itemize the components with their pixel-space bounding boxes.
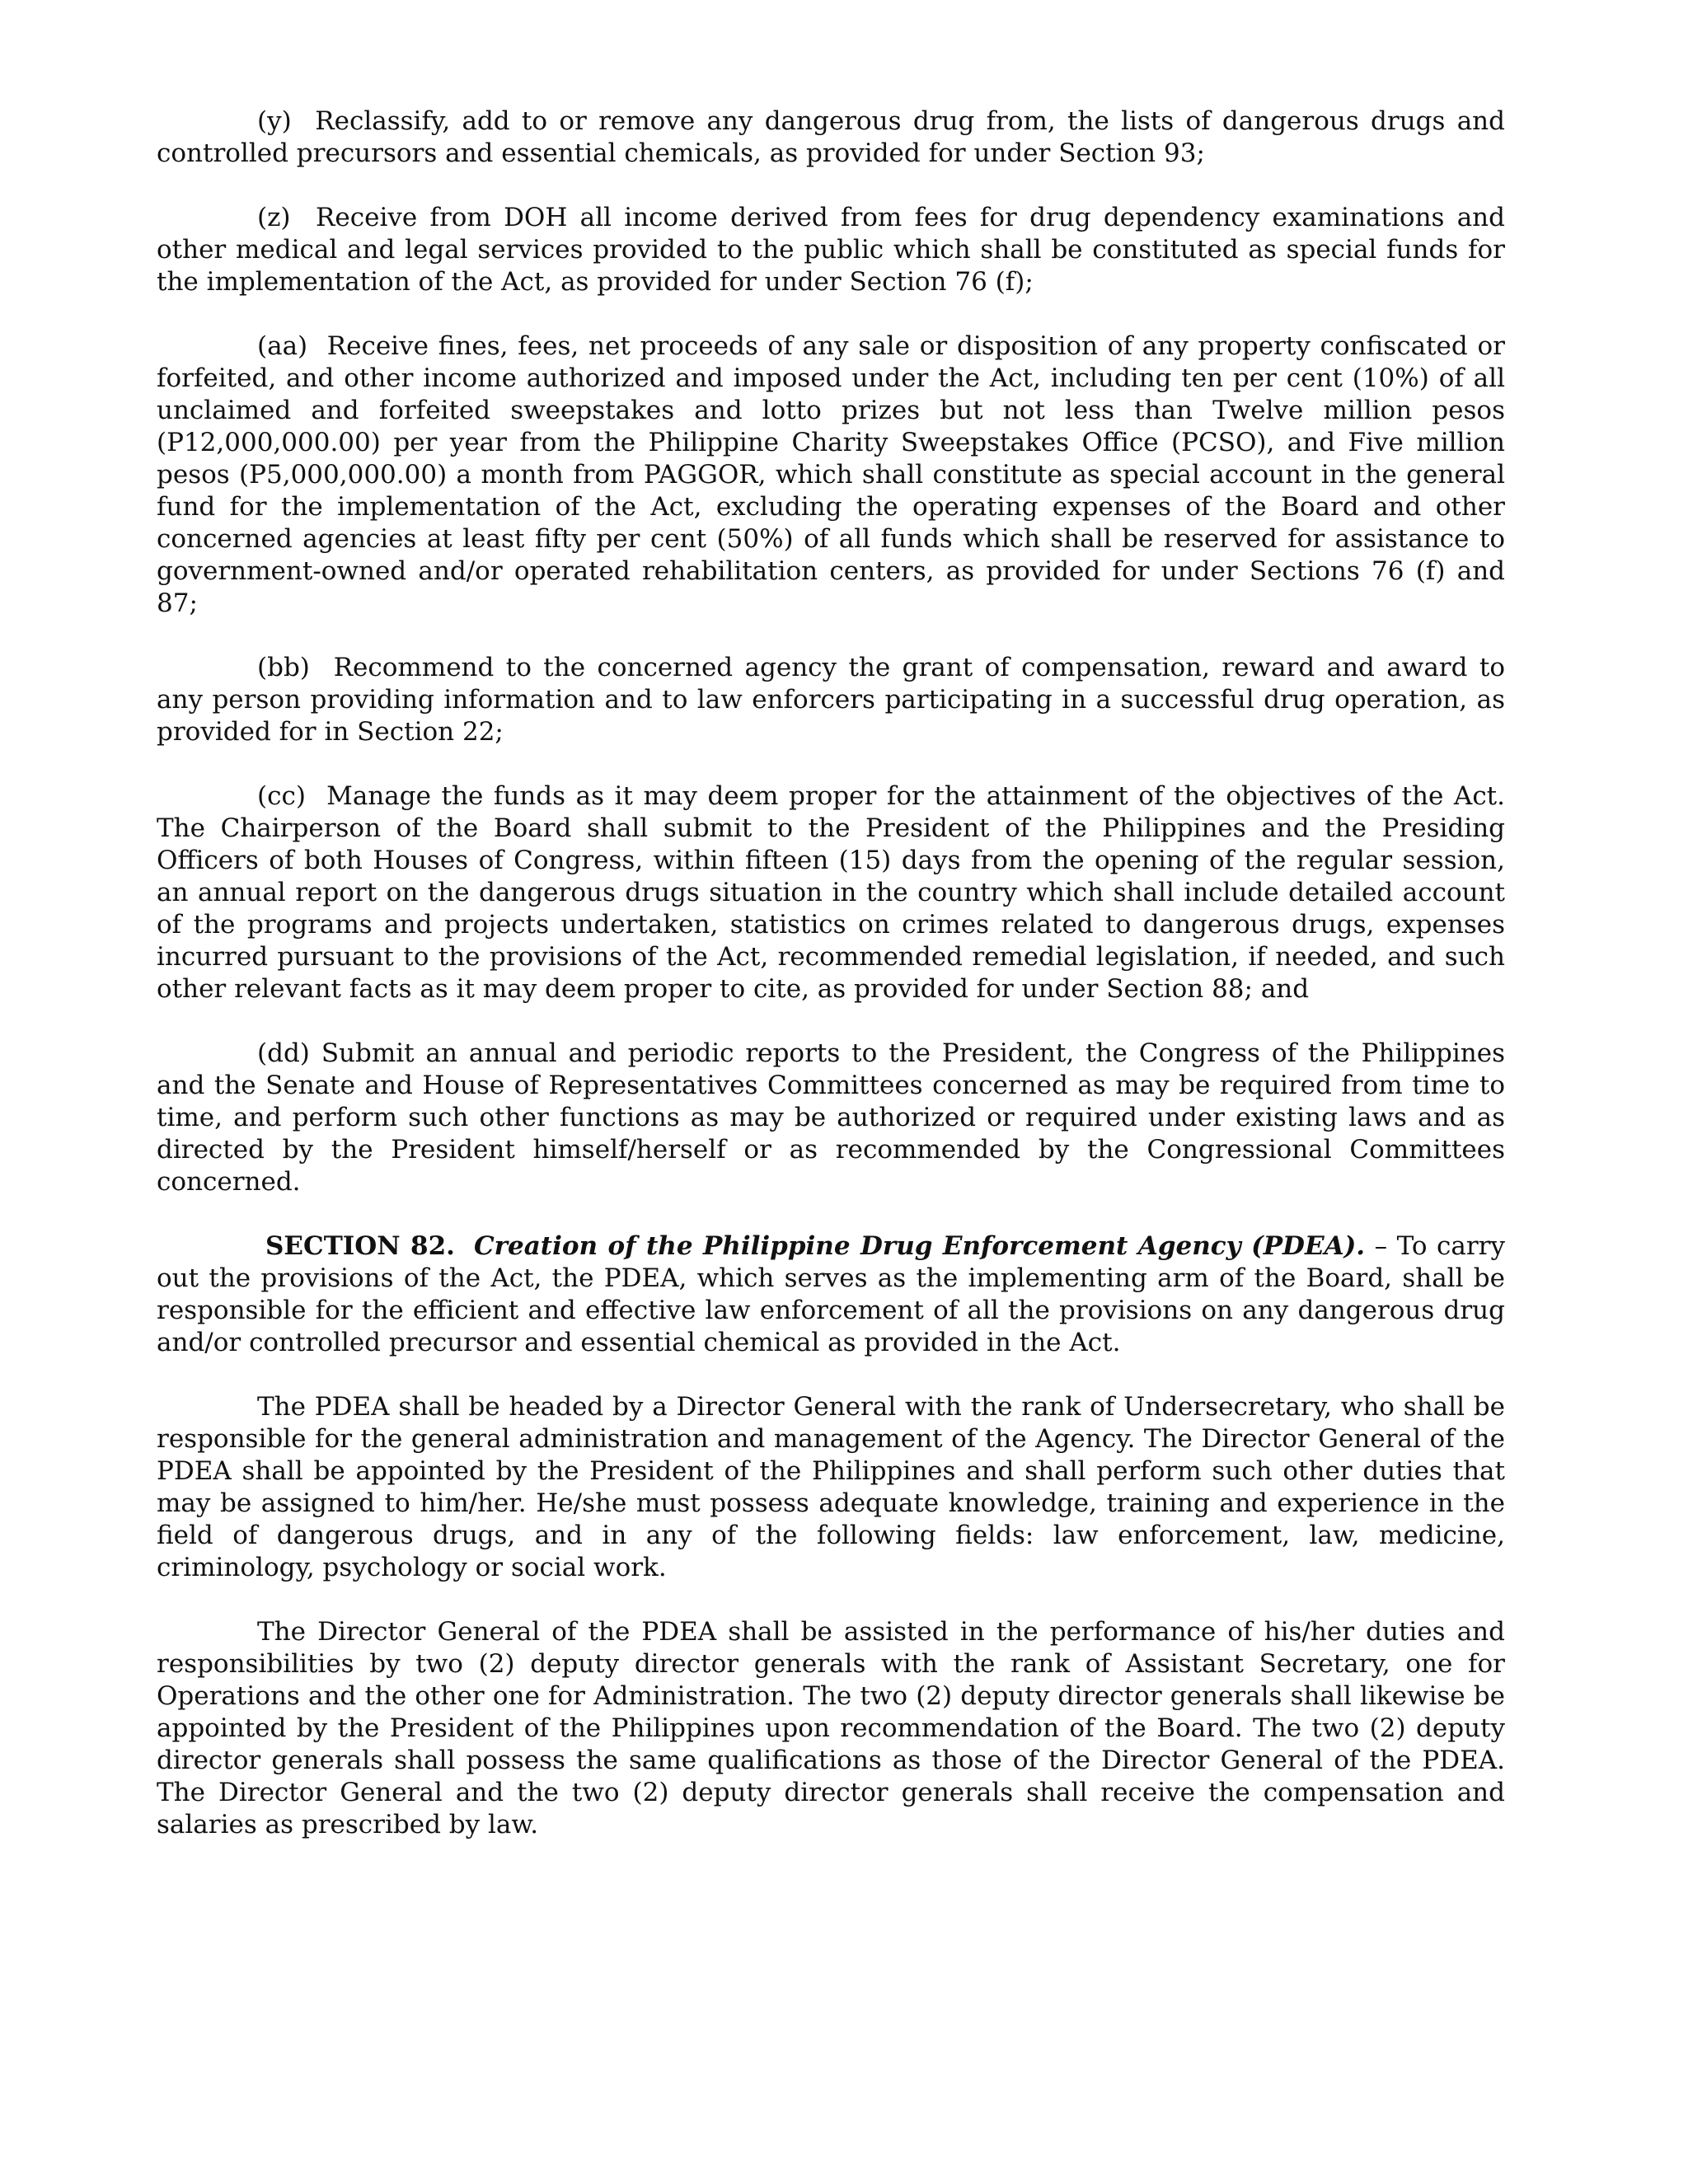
item-text: Recommend to the concerned agency the grant of compensation, reward and award to any person providing information and to law enforcers participating in a successful drug operation, as provided for in Section 22; [157,653,1505,747]
body-paragraph: The Director General of the PDEA shall be assisted in the performance of his/her duties and responsibilities by two (2) deputy director generals with the rank of Assistant Secretary, one for Operations and the other one for Administration. The two (2) deputy director generals shall likewise be appointed by the President of the Philippines upon recommendation of the Board. The two (2) deputy director generals shall possess the same qualifications as those of the Director General of the PDEA. The Director General and the two (2) deputy director generals shall receive the compensation and salaries as prescribed by law. [157,1617,1505,1840]
item-text: Manage the funds as it may deem proper for the attainment of the objectives of the Act. The Chairperson of the Board shall submit to the President of the Philippines and the Presiding Officers of both Houses of Congress, within fifteen (15) days from the opening of the regular session, an annual report on the dangerous drugs situation in the country which shall include detailed account of the programs and projects undertaken, statistics on crimes related to dangerous drugs, expenses incurred pursuant to the provisions of the Act, recommended remedial legislation, if needed, and such other relevant facts as it may deem proper to cite, as provided for under Section 88; and [157,781,1505,1004]
item-label: (bb) [257,653,310,682]
item-label: (dd) [257,1038,310,1068]
section-title: Creation of the Philippine Drug Enforcement Agency (PDEA). [473,1231,1366,1261]
item-text: Reclassify, add to or remove any dangerous drug from, the lists of dangerous drugs and controlled precursors and essential chemicals, as provided for under Section 93; [157,106,1505,168]
item-text: Submit an annual and periodic reports to the President, the Congress of the Philippines and the Senate and House of Representatives Committees concerned as may be required from time to time, and perform such other functions as may be authorized or required under existing laws and as directed by the President himself/herself or as recommended by the Congressional Committees concerned. [157,1038,1506,1197]
item-text: Receive from DOH all income derived from fees for drug dependency examinations and other medical and legal services provided to the public which shall be constituted as special funds for the implementation of the Act, as provided for under Section 76 (f); [157,203,1505,297]
item-label: (cc) [257,781,306,811]
paragraph-dd [157,1038,1505,1198]
item-label: (y) [257,106,292,136]
paragraph-z [157,202,1505,298]
paragraph-cc [157,780,1505,1005]
item-label: (z) [257,203,291,232]
section-text: – To carry out the provisions of the Act, the PDEA, which serves as the implementing arm of the Board, shall be responsible for the efficient and effective law enforcement of all the provisions on any dangerous drug and/or controlled precursor and essential chemical as provided in the Act. [157,1231,1506,1357]
item-text: Receive fines, fees, net proceeds of any sale or disposition of any property confiscated or forfeited, and other income authorized and imposed under the Act, including ten per cent (10%) of all unclaimed and forfeited sweepstakes and lotto prizes but not less than Twelve million pesos (P12,000,000.00) per year from the Philippine Charity Sweepstakes Office (PCSO), and Five million pesos (P5,000,000.00) a month from PAGGOR, which shall constitute as special account in the general fund for the implementation of the Act, excluding the operating expenses of the Board and other concerned agencies at least fifty per cent (50%) of all funds which shall be reserved for assistance to government-owned and/or operated rehabilitation centers, as provided for under Sections 76 (f) and 87; [157,331,1505,618]
section-number: SECTION 82. [265,1231,455,1261]
item-label: (aa) [257,331,308,361]
section-82-paragraph [157,1230,1505,1359]
document-page [157,105,1505,1873]
paragraph-y [157,105,1505,170]
paragraph-aa [157,330,1505,620]
body-paragraph: The PDEA shall be headed by a Director General with the rank of Undersecretary, who shall be responsible for the general administration and management of the Agency. The Director General of the PDEA shall be appointed by the President of the Philippines and shall perform such other duties that may be assigned to him/her. He/she must possess adequate knowledge, training and experience in the field of dangerous drugs, and in any of the following fields: law enforcement, law, medicine, criminology, psychology or social work. [157,1392,1505,1582]
paragraph-bb [157,652,1505,748]
